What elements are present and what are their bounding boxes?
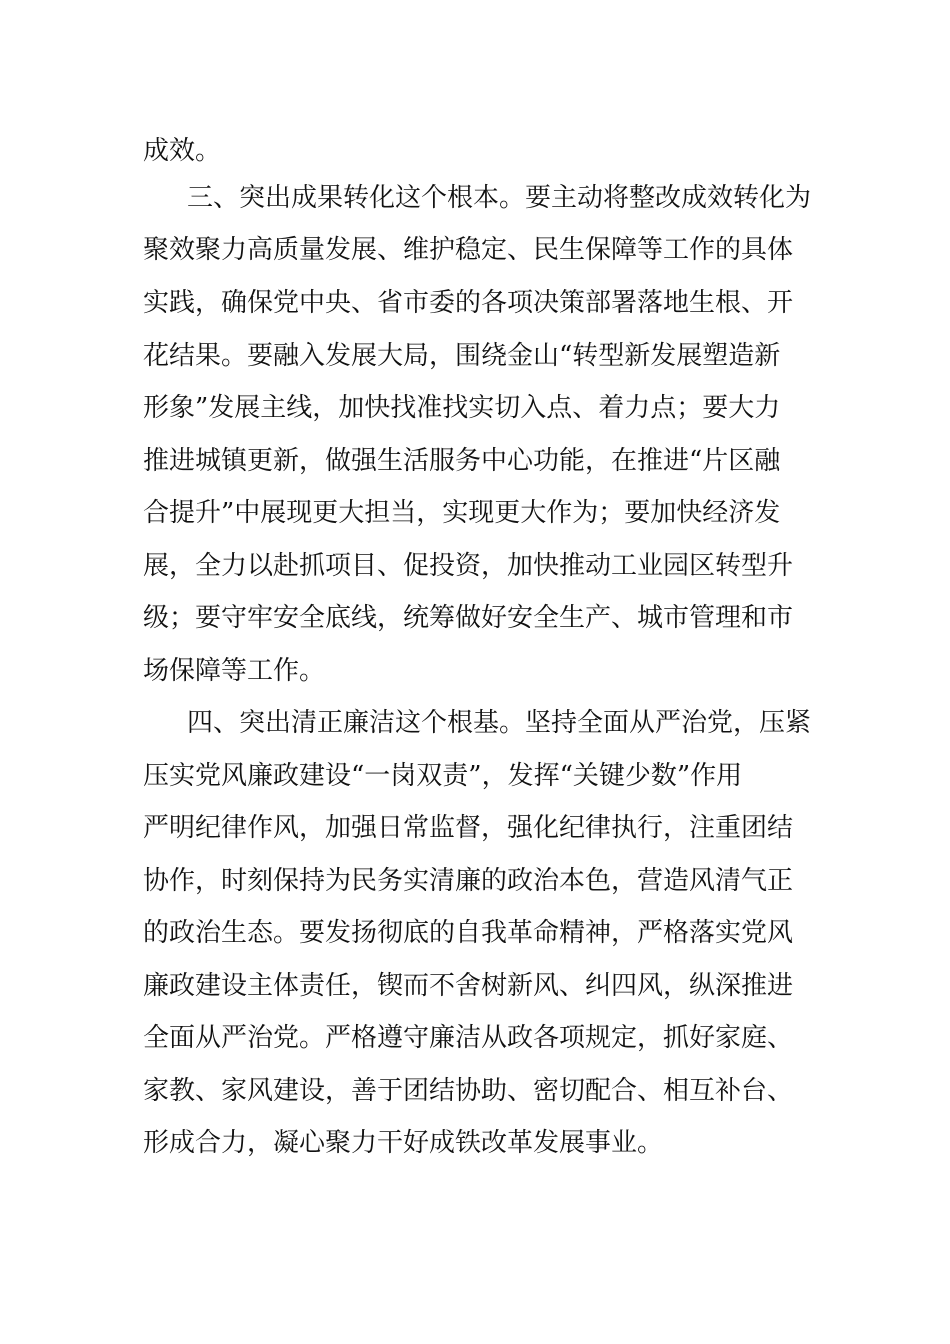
text-line: 全面从严治党。严格遵守廉洁从政各项规定，抓好家庭、 (143, 1023, 794, 1053)
section-heading-line: 三、突出成果转化这个根本。要主动将整改成效转化为 (187, 183, 812, 213)
text-line: 严明纪律作风，加强日常监督，强化纪律执行，注重团结 (143, 813, 794, 843)
text-line: 推进城镇更新，做强生活服务中心功能，在推进“片区融 (143, 446, 781, 476)
text-line: 成效。 (143, 136, 222, 166)
text-line: 场保障等工作。 (143, 656, 326, 686)
text-line: 形象”发展主线，加快找准找实切入点、着力点；要大力 (143, 393, 781, 423)
text-line: 协作，时刻保持为民务实清廉的政治本色，营造风清气正 (143, 866, 794, 896)
section-heading-line: 四、突出清正廉洁这个根基。坚持全面从严治党，压紧 (187, 708, 812, 738)
text-line: 家教、家风建设，善于团结协助、密切配合、相互补台、 (143, 1076, 794, 1106)
text-line: 花结果。要融入发展大局，围绕金山“转型新发展塑造新 (143, 341, 781, 371)
text-line: 级；要守牢安全底线，统筹做好安全生产、城市管理和市 (143, 603, 794, 633)
text-line: 合提升”中展现更大担当，实现更大作为；要加快经济发 (143, 498, 781, 528)
text-line: 聚效聚力高质量发展、维护稳定、民生保障等工作的具体 (143, 235, 794, 265)
text-line: 展，全力以赴抓项目、促投资，加快推动工业园区转型升 (143, 551, 794, 581)
text-line: 实践，确保党中央、省市委的各项决策部署落地生根、开 (143, 288, 794, 318)
text-line: 廉政建设主体责任，锲而不舍树新风、纠四风，纵深推进 (143, 971, 794, 1001)
text-line: 压实党风廉政建设“一岗双责”，发挥“关键少数”作用 (143, 761, 743, 791)
text-line: 的政治生态。要发扬彻底的自我革命精神，严格落实党风 (143, 918, 794, 948)
text-line: 形成合力，凝心聚力干好成铁改革发展事业。 (143, 1128, 664, 1158)
